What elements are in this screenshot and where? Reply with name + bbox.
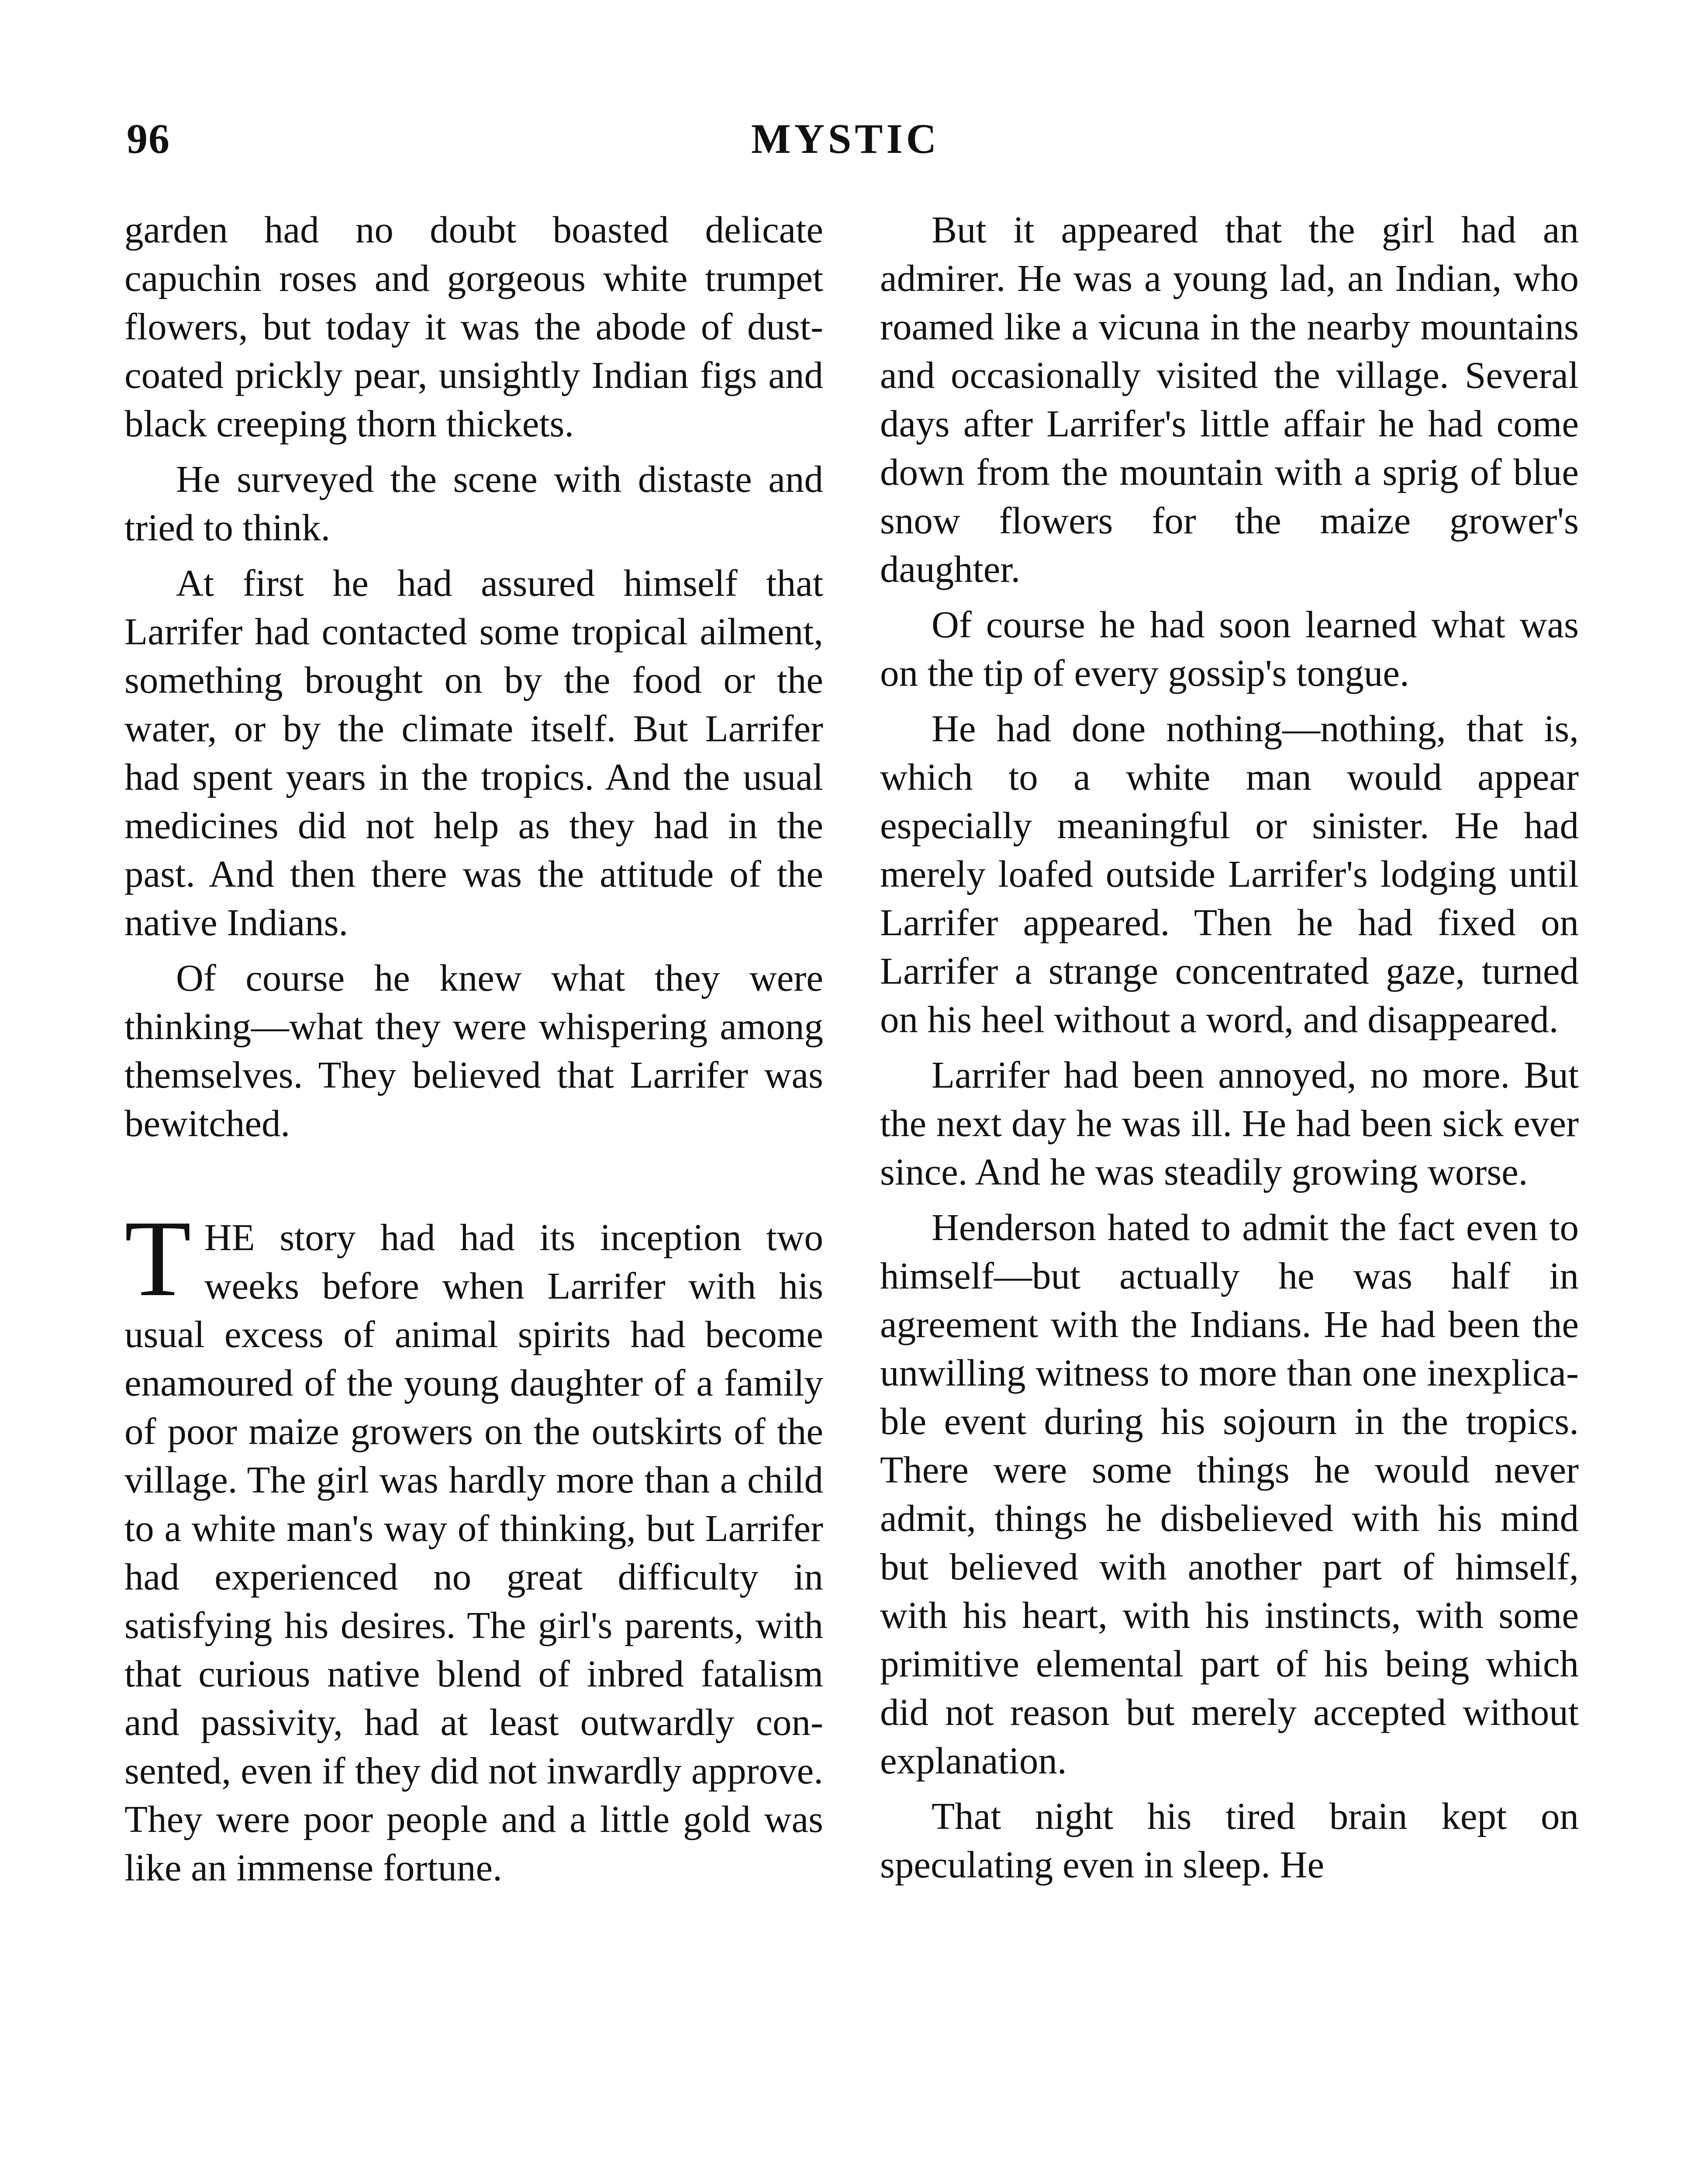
paragraph: Henderson hated to admit the fact even to himself—but actually he was half in agreement with the Indians. He had been the unwilling witness to more than one inexplicable event during his sojourn in the tropics. There were some things he would never admit, things he disbelieved with his mind but believed with another part of himself, with his heart, with his instincts, with some primitive elemental part of his being which did not reason but merely accepted without explanation. [880, 1206, 1579, 1782]
section-paragraph [124, 1198, 823, 1892]
paragraph: He had done nothing—nothing, that is, which to a white man would appear especially meaningful or sinister. He had merely loafed outside Larrifer's lodging until Larrifer appeared. Then he had fixed on Larrifer a strange concentrated gaze, turned on his heel without a word, and disappeared. [880, 707, 1579, 1040]
section-lead: HE [204, 1216, 255, 1258]
running-title: MYSTIC [751, 115, 940, 162]
paragraph: But it appeared that the girl had an admirer. He was a young lad, an Indian, who roamed like a vicuna in the nearby mountains and occasionally visited the village. Several days after Larrifer's little affair he had come down from the mountain with a sprig of blue snow flowers for the maize grower's daughter. [880, 208, 1579, 590]
paragraph: Of course he knew what they were thinking—what they were whispering among themselves. They believed that Larrifer was bewitched. [124, 957, 823, 1144]
left-column [124, 205, 823, 1899]
paragraph: He surveyed the scene with distaste and tried to think. [124, 458, 823, 549]
paragraph: At first he had assured himself that Larrifer had contacted some tropical ailment, something brought on by the food or the water, or by the climate itself. But Larrifer had spent years in the tropics. And the usual medicines did not help as they had in the past. And then there was the attitude of the native Indians. [124, 562, 823, 943]
section-text: story had had its inception two weeks before when Larrifer with his usual excess of animal spirits had become enamoured of the young daughter of a family of poor maize growers on the outskirts of the village. The girl was hardly more than a child to a white man's way of thinking, but Larrifer had experienced no great difficulty in satisfying his desires. The girl's parents, with that curious native blend of inbred fatalism and passivity, had at least outwardly consented, even if they did not inwardly approve. They were poor people and a little gold was like an immense fortune. [124, 1216, 823, 1889]
paragraph: Larrifer had been annoyed, no more. But the next day he was ill. He had been sick ever since. And he was steadily growing worse. [880, 1054, 1579, 1193]
paragraph: garden had no doubt boasted delicate capuchin roses and gorgeous white trumpet flowers, but today it was the abode of dust-coated prickly pear, unsightly Indian figs and black creeping thorn thickets. [124, 208, 823, 445]
right-column [880, 205, 1579, 1896]
page-number: 96 [127, 115, 170, 162]
paragraph: Of course he had soon learned what was on the tip of every gossip's tongue. [880, 603, 1579, 694]
paragraph: That night his tired brain kept on speculating even in sleep. He [880, 1795, 1579, 1886]
drop-cap: T [124, 1198, 191, 1319]
